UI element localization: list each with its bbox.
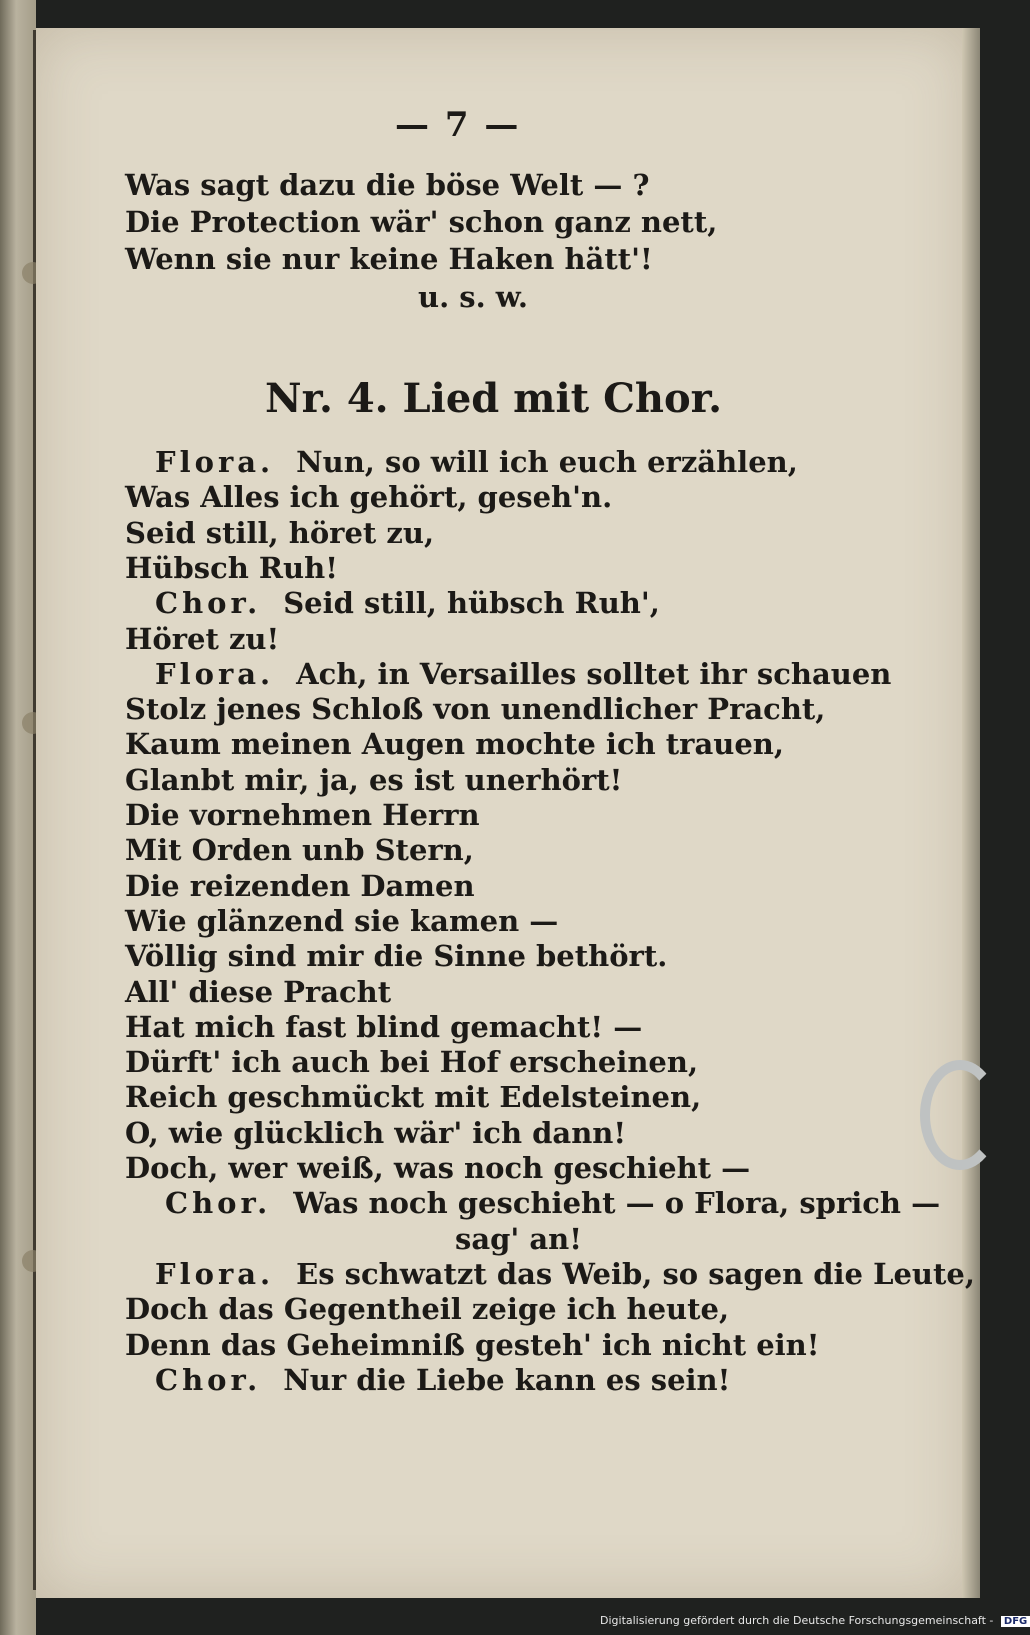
verse-line: u. s. w. [418, 280, 528, 314]
song-line [125, 445, 798, 479]
line-text: Dürft' ich auch bei Hof erscheinen, [125, 1045, 699, 1080]
song-line [125, 1328, 819, 1362]
line-text: Doch das Gegentheil zeige ich heute, [125, 1292, 730, 1327]
page-edge [962, 28, 980, 1598]
line-text: Die reizenden Damen [125, 868, 475, 903]
song-line [125, 1080, 701, 1114]
song-line [125, 798, 480, 832]
line-text: Völlig sind mir die Sinne bethört. [125, 939, 668, 974]
line-text: Nun, so will ich euch erzählen, [296, 445, 798, 479]
speaker-name: Chor. [155, 1362, 262, 1397]
song-line [125, 1010, 642, 1044]
song-line [125, 1045, 698, 1079]
book-spine [0, 0, 36, 1635]
line-text: Seid still, hübsch Ruh', [283, 586, 660, 621]
line-text: Doch, wer weiß, was noch geschieht — [125, 1151, 751, 1185]
verse-line: Wenn sie nur keine Haken hätt'! [125, 242, 653, 276]
verse-line: Die Protection wär' schon ganz nett, [125, 205, 718, 239]
line-text: Es schwatzt das Weib, so sagen die Leute, [296, 1256, 975, 1291]
song-line [455, 1222, 582, 1256]
line-text: Mit Orden unb Stern, [125, 833, 474, 868]
song-line [125, 1116, 626, 1150]
song-line [125, 904, 558, 938]
line-text: Was Alles ich gehört, geseh'n. [125, 480, 613, 515]
line-text: Glanbt mir, ja, es ist unerhört! [125, 762, 623, 797]
line-text: Kaum meinen Augen mochte ich trauen, [125, 727, 784, 762]
line-text: Nur die Liebe kann es sein! [283, 1362, 731, 1397]
speaker-name: Chor. [155, 586, 262, 621]
song-line [125, 1186, 940, 1220]
speaker-name: Flora. [155, 445, 275, 479]
song-line [125, 869, 475, 903]
song-line [125, 480, 612, 514]
song-line [125, 622, 279, 656]
line-text: Was noch geschieht — o Flora, sprich — [293, 1186, 941, 1221]
line-text: Wie glänzend sie kamen — [125, 903, 559, 938]
line-text: Hat mich fast blind gemacht! — [125, 1009, 643, 1044]
line-text: Seid still, höret zu, [125, 515, 435, 550]
song-line [125, 727, 784, 761]
line-text: Denn das Geheimniß gesteh' ich nicht ein! [125, 1327, 820, 1362]
song-line [125, 692, 825, 726]
line-text: O, wie glücklich wär' ich dann! [125, 1115, 627, 1150]
song-line [125, 939, 667, 973]
song-line [125, 763, 622, 797]
song-line [125, 657, 891, 691]
song-line [125, 516, 434, 550]
line-text: All' diese Pracht [125, 974, 392, 1009]
line-text: Hübsch Ruh! [125, 550, 338, 585]
speaker-name: Flora. [155, 1256, 275, 1291]
dfg-logo: DFG [1001, 1616, 1030, 1627]
line-text: Die vornehmen Herrn [125, 798, 480, 832]
line-text: Höret zu! [125, 621, 280, 656]
speaker-name: Chor. [165, 1186, 272, 1221]
footer-credit [600, 1614, 1030, 1627]
line-text: Stolz jenes Schloß von unendlicher Pracht, [125, 692, 826, 727]
song-line [125, 975, 391, 1009]
song-line [125, 833, 474, 867]
page-number: — 7 — [395, 105, 521, 145]
song-heading: Nr. 4. Lied mit Chor. [265, 375, 723, 422]
verse-line: Was sagt dazu die böse Welt — ? [125, 168, 650, 202]
paper-clip [920, 1060, 1000, 1170]
song-line [125, 551, 338, 585]
speaker-name: Flora. [155, 656, 275, 691]
line-text: Ach, in Versailles solltet ihr schauen [296, 656, 892, 691]
song-line [125, 1257, 975, 1291]
line-text: Reich geschmückt mit Edelsteinen, [125, 1080, 702, 1115]
line-text: sag' an! [455, 1221, 582, 1256]
footer-text: Digitalisierung gefördert durch die Deutsche Forschungsgemeinschaft - [600, 1614, 994, 1627]
song-line [125, 1151, 750, 1185]
song-line [125, 1363, 730, 1397]
song-line [125, 586, 660, 620]
song-line [125, 1292, 729, 1326]
